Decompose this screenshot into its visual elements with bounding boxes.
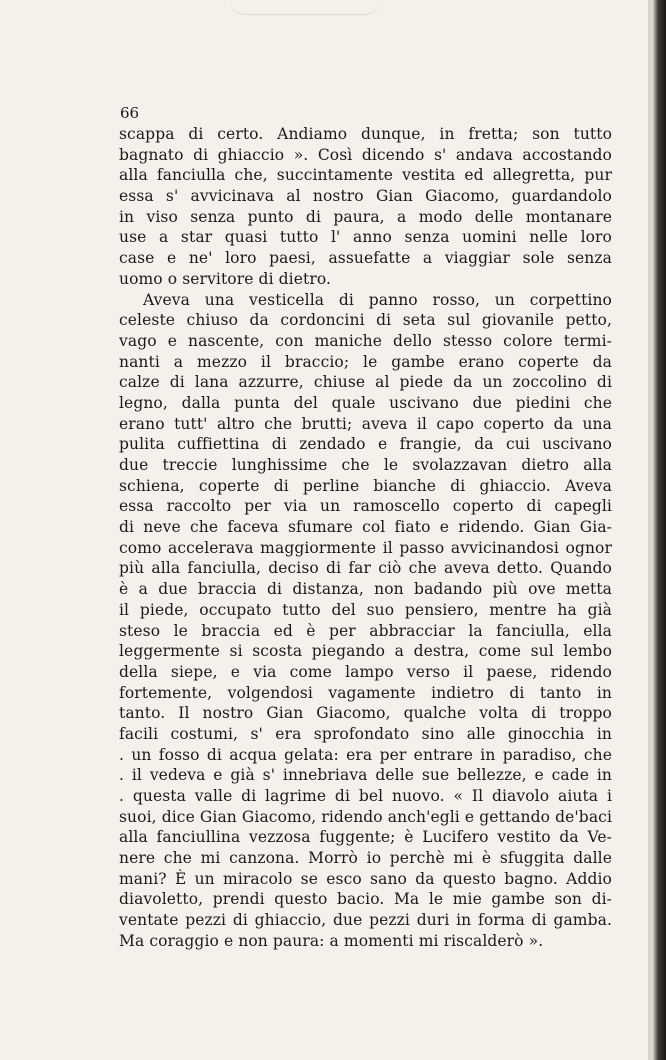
body-text (119, 124, 612, 952)
text-line: è a due braccia di distanza, non badando più ove metta (119, 580, 612, 599)
text-line: alla fanciullina vezzosa fuggente; è Lucifero vestito da Ve- (119, 828, 612, 847)
text-line: nanti a mezzo il braccio; le gambe erano coperte da (119, 352, 612, 371)
text-line: . questa valle di lagrime di bel nuovo. « Il diavolo aiuta i (119, 787, 612, 805)
text-line: use a star quasi tutto l' anno senza uomini nelle loro (119, 228, 612, 247)
text-line: erano tutt' altro che brutti; aveva il capo coperto da una (119, 414, 612, 433)
text-line: della siepe, e via come lampo verso il paese, ridendo (119, 662, 612, 681)
text-line: pulita cuffiettina di zendado e frangie, da cui uscivano (119, 435, 612, 454)
text-line: due treccie lunghissime che le svolazzavan dietro alla (119, 456, 612, 474)
text-line: in viso senza punto di paura, a modo delle montanare (119, 207, 612, 226)
text-line: alla fanciulla che, succintamente vestita ed allegretta, pur (119, 166, 612, 185)
paragraph-end-line: uomo o servitore di dietro. (119, 269, 332, 288)
text-line: essa raccolto per via un ramoscello coperto di capegli (119, 497, 612, 516)
page-number: 66 (120, 104, 140, 122)
text-line: calze di lana azzurre, chiuse al piede da un zoccolino di (119, 373, 612, 392)
text-line: essa s' avvicinava al nostro Gian Giacomo, guardandolo (119, 187, 612, 206)
text-line: bagnato di ghiaccio ». Così dicendo s' andava accostando (119, 145, 612, 164)
text-line: legno, dalla punta del quale uscivano due piedini che (119, 393, 612, 412)
paragraph-end-line: Ma coraggio e non paura: a momenti mi riscalderò ». (119, 931, 544, 950)
text-line: il piede, occupato tutto del suo pensiero, mentre ha già (119, 600, 612, 619)
text-line: mani? È un miracolo se esco sano da questo bagno. Addio (119, 869, 612, 888)
page-binding-edge (652, 0, 666, 1060)
text-line: scappa di certo. Andiamo dunque, in fretta; son tutto (119, 125, 612, 143)
page-curl-shadow (230, 0, 380, 15)
text-line: vago e nascente, con maniche dello stesso colore termi- (119, 331, 612, 350)
text-line: fortemente, volgendosi vagamente indietro di tanto in (119, 683, 612, 702)
text-line: celeste chiuso da cordoncini di seta sul giovanile petto, (119, 311, 612, 330)
text-line: case e ne' loro paesi, assuefatte a viaggiar sole senza (119, 249, 612, 268)
text-line: steso le braccia ed è per abbracciar la fanciulla, ella (119, 621, 612, 640)
text-line: . un fosso di acqua gelata: era per entrare in paradiso, che (119, 745, 612, 764)
paragraph-start-line: Aveva una vesticella di panno rosso, un corpettino (143, 290, 612, 309)
text-line: tanto. Il nostro Gian Giacomo, qualche volta di troppo (119, 704, 612, 723)
text-line: leggermente si scosta piegando a destra, come sul lembo (119, 642, 612, 661)
text-line: ventate pezzi di ghiaccio, due pezzi duri in forma di gamba. (119, 911, 612, 930)
text-line: . il vedeva e già s' innebriava delle sue bellezze, e cade in (119, 766, 612, 785)
text-line: suoi, dice Gian Giacomo, ridendo anch'egli e gettando de'baci (119, 807, 612, 826)
text-line: nere che mi canzona. Morrò io perchè mi è sfuggita dalle (119, 849, 612, 868)
text-line: facili costumi, s' era sprofondato sino alle ginocchia in (119, 724, 612, 743)
text-line: più alla fanciulla, deciso di far ciò che aveva detto. Quando (119, 559, 612, 578)
text-line: diavoletto, prendi questo bacio. Ma le mie gambe son di- (119, 890, 612, 909)
text-line: como accelerava maggiormente il passo avvicinandosi ognor (119, 538, 612, 557)
text-line: di neve che faceva sfumare col fiato e ridendo. Gian Gia- (119, 518, 612, 537)
text-line: schiena, coperte di perline bianche di ghiaccio. Aveva (119, 476, 612, 495)
